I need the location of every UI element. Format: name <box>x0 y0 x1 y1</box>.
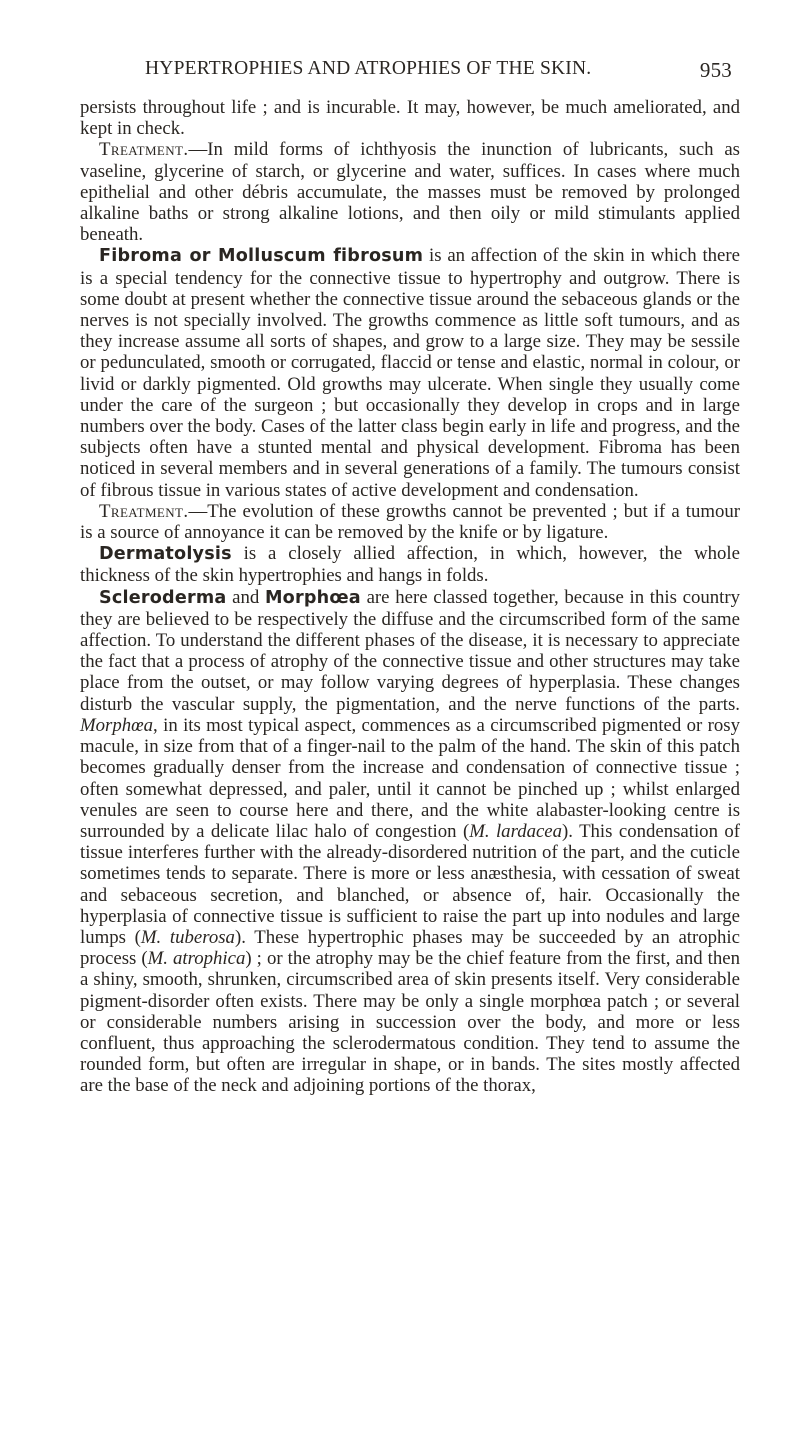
paragraph-text: , in its most typical aspect, commences as a circumscribed pigmented or rosy macule, in size from that of a finger-nail to the palm of the hand. The skin of this patch becomes gradually denser from the increase and condensation of connective tissue ; often somewhat depressed, and paler, until it cannot be pinched up ; whilst enlarged venules are seen to course here and there, and the white alabaster-looking centre is surrounded by a delicate lilac halo of congestion ( <box>80 714 740 842</box>
section-heading-scleroderma: Scleroderma <box>99 587 227 608</box>
paragraph-dermatolysis <box>80 543 740 586</box>
paragraph-text: ). This condensation of tissue interferes further with the already-disordered nutrition of the part, and the cuticle sometimes tends to separate. There is more or less anæsthesia, with cessation of sweat and sebaceous secretion, and blanched, or absence of, hair. Occasionally the hyperplasia of connective tissue is sufficient to raise the part up into nodules and large lumps ( <box>80 820 741 948</box>
paragraph-text: are here classed together, because in this country they are believed to be respectively the diffuse and the circumscribed form of the same affection. To understand the different phases of the disease, it is necessary to appreciate the fact that a process of atrophy of the connective tissue and other structures may take place from the outset, or may follow varying degrees of hyperplasia. These changes disturb the vascular supply, the pigmentation, and the nerve functions of the parts. <box>80 586 740 715</box>
running-head <box>60 58 740 88</box>
paragraph-scleroderma-morphoea <box>80 587 740 1097</box>
paragraph-text: persists throughout life ; and is incurable. It may, however, be much ameliorated, and kept in check. <box>80 97 740 140</box>
body-text <box>80 97 740 1097</box>
paragraph-ichthyosis-continued <box>80 97 740 139</box>
paragraph-text: —The evolution of these growths cannot be prevented ; but if a tumour is a source of annoyance it can be removed by the knife or by ligature. <box>80 500 740 544</box>
paragraph-text: and <box>226 586 265 608</box>
italic-term: M. tuberosa <box>140 926 235 948</box>
paragraph-treatment-fibroma <box>80 501 740 543</box>
running-title: HYPERTROPHIES AND ATROPHIES OF THE SKIN. <box>145 58 592 79</box>
treatment-label: Treatment. <box>99 139 189 161</box>
paragraph-text: is an affection of the skin in which there is a special tendency for the connective tissue to hypertrophy and outgrow. There is some doubt at present whether the connective tissue around the sebaceous glands or the nerves is not specially involved. The growths commence as little soft tumours, and as they increase assume all sorts of shapes, and grow to a large size. They may be sessile or pedunculated, smooth or corrugated, flaccid or tense and elastic, normal in colour, or livid or darkly pigmented. Old growths may ulcerate. When single they usually come under the care of the surgeon ; but occasionally they develop in crops and in large numbers over the body. Cases of the latter class begin early in life and progress, and the subjects often have a stunted mental and physical development. Fibroma has been noticed in several members and in several generations of a family. The tumours consist of fibrous tissue in various states of active development and condensation. <box>80 245 740 501</box>
paragraph-text: ) ; or the atrophy may be the chief feature from the first, and then a shiny, smooth, shrunken, circumscribed area of skin presents itself. Very considerable pigment-disorder often exists. There may be only a single morphœa patch ; or several or considerable numbers arising in succession over the body, and more or less confluent, thus approaching the sclerodermatous condition. They tend to assume the rounded form, but often are irregular in shape, or in bands. The sites mostly affected are the base of the neck and adjoining portions of the thorax, <box>80 948 740 1097</box>
section-heading-morphoea: Morphœa <box>264 587 361 608</box>
italic-term: M. atrophica <box>147 948 246 970</box>
section-heading-dermatolysis: Dermatolysis <box>99 544 232 565</box>
paragraph-fibroma <box>80 245 740 500</box>
page-number: 953 <box>699 58 732 82</box>
paragraph-text: ). These hypertrophic phases may be succeeded by an atrophic process ( <box>80 926 740 970</box>
paragraph-text: —In mild forms of ichthyosis the inunction of lubricants, such as vaseline, glycerine of starch, or glycerine and water, suffices. In cases where much epithelial and other débris accumulate, the masses must be removed by prolonged alkaline baths or strong alkaline lotions, and then oily or mild stimulants applied beneath. <box>80 139 740 246</box>
section-heading-fibroma: Fibroma or Molluscum fibrosum <box>99 246 424 267</box>
paragraph-treatment-ichthyosis <box>80 139 740 245</box>
italic-term: Morphœa <box>80 714 154 736</box>
paragraph-text: is a closely allied affection, in which, however, the whole thickness of the skin hypertrophies and hangs in folds. <box>80 543 740 587</box>
italic-term: M. lardacea <box>469 820 563 842</box>
treatment-label: Treatment. <box>99 500 189 522</box>
